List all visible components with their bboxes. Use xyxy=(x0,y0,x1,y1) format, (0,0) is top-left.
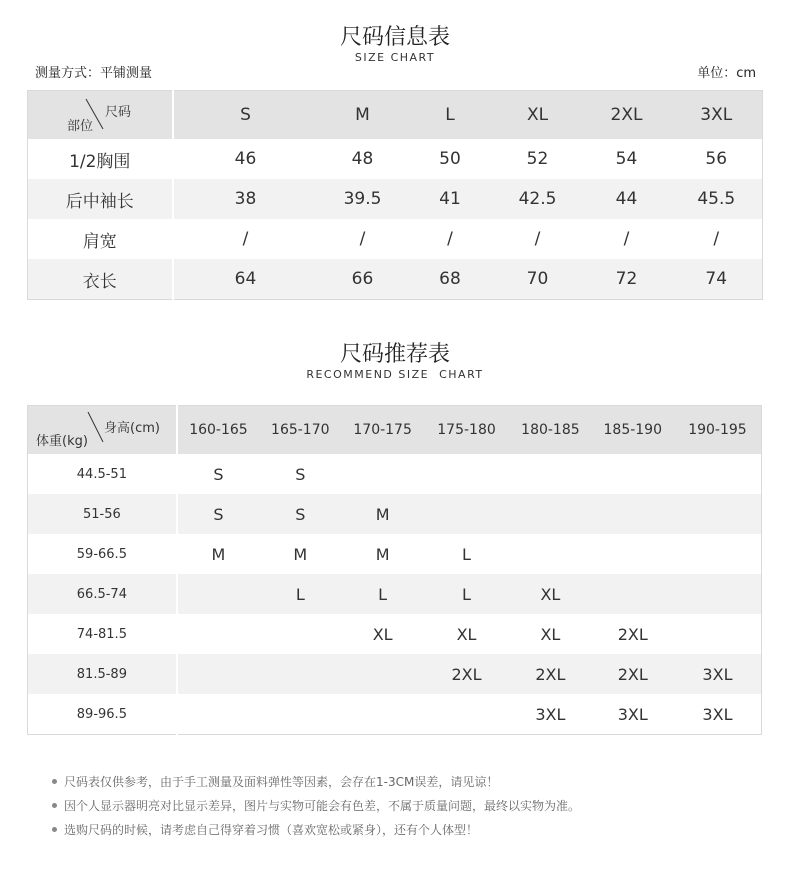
size-column-header: S xyxy=(173,91,318,140)
row-label: 1/2胸围 xyxy=(28,139,173,179)
table-cell: 3XL xyxy=(592,694,674,735)
table-cell xyxy=(177,614,259,654)
table-row xyxy=(28,694,762,735)
table-row xyxy=(28,454,762,494)
table-row xyxy=(28,614,762,654)
size-chart-header-row xyxy=(28,91,763,140)
table-cell: 56 xyxy=(671,139,763,179)
corner-bottom-label: 部位 xyxy=(67,119,94,134)
table-cell: 70 xyxy=(493,259,583,300)
bullet-icon xyxy=(52,779,57,784)
table-cell: M xyxy=(259,534,341,574)
table-cell: 74 xyxy=(671,259,763,300)
note-text: 选购尺码的时候，请考虑自己得穿着习惯（喜欢宽松或紧身），还有个人体型！ xyxy=(64,823,479,837)
size-chart-table xyxy=(27,90,763,300)
table-cell xyxy=(424,694,509,735)
table-row xyxy=(28,139,763,179)
height-column-header: 165-170 xyxy=(259,406,341,455)
table-cell xyxy=(341,694,423,735)
measure-method: 测量方式：平铺测量 xyxy=(35,66,153,81)
bullet-icon xyxy=(52,827,57,832)
table-cell xyxy=(674,574,762,614)
table-cell: / xyxy=(671,219,763,259)
note-item xyxy=(52,794,580,818)
table-row xyxy=(28,654,762,694)
table-cell xyxy=(259,694,341,735)
table-cell: 38 xyxy=(173,179,318,219)
height-column-header: 175-180 xyxy=(424,406,509,455)
corner-top-label: 身高(cm) xyxy=(104,421,160,436)
row-label: 后中袖长 xyxy=(28,179,173,219)
row-label: 51-56 xyxy=(28,494,177,534)
table-cell: / xyxy=(173,219,318,259)
row-label: 衣长 xyxy=(28,259,173,300)
table-cell: 66 xyxy=(318,259,408,300)
table-cell: / xyxy=(583,219,671,259)
size-column-header: L xyxy=(408,91,493,140)
table-cell: 3XL xyxy=(674,694,762,735)
size-column-header: 2XL xyxy=(583,91,671,140)
size-chart-corner-cell xyxy=(28,91,173,140)
row-label: 89-96.5 xyxy=(28,694,177,735)
table-cell: 2XL xyxy=(509,654,591,694)
table-cell xyxy=(592,574,674,614)
table-cell xyxy=(424,494,509,534)
table-cell xyxy=(674,494,762,534)
table-cell: 45.5 xyxy=(671,179,763,219)
table-row xyxy=(28,259,763,300)
table-cell: 68 xyxy=(408,259,493,300)
size-chart-subtitle: SIZE CHART xyxy=(354,51,436,64)
recommend-chart-header-row xyxy=(28,406,762,455)
table-cell xyxy=(177,694,259,735)
height-column-header: 160-165 xyxy=(177,406,259,455)
table-cell: 41 xyxy=(408,179,493,219)
table-cell: 64 xyxy=(173,259,318,300)
note-item xyxy=(52,770,580,794)
corner-top-label: 尺码 xyxy=(105,105,132,120)
table-cell: L xyxy=(424,574,509,614)
table-cell: 2XL xyxy=(592,614,674,654)
table-cell: S xyxy=(177,454,259,494)
row-label: 74-81.5 xyxy=(28,614,177,654)
table-cell: L xyxy=(341,574,423,614)
table-cell: 3XL xyxy=(509,694,591,735)
table-cell: XL xyxy=(424,614,509,654)
table-cell: 2XL xyxy=(592,654,674,694)
table-cell xyxy=(259,614,341,654)
height-column-header: 180-185 xyxy=(509,406,591,455)
table-cell: 48 xyxy=(318,139,408,179)
table-cell: 72 xyxy=(583,259,671,300)
bullet-icon xyxy=(52,803,57,808)
table-cell: XL xyxy=(509,574,591,614)
table-cell: 42.5 xyxy=(493,179,583,219)
table-cell: M xyxy=(341,534,423,574)
table-cell: / xyxy=(408,219,493,259)
table-cell xyxy=(177,574,259,614)
table-cell xyxy=(177,654,259,694)
table-row xyxy=(28,494,762,534)
table-cell: / xyxy=(318,219,408,259)
table-cell xyxy=(509,494,591,534)
table-cell xyxy=(259,654,341,694)
table-cell: / xyxy=(493,219,583,259)
diagonal-divider xyxy=(28,91,173,139)
table-cell: L xyxy=(259,574,341,614)
table-cell: 54 xyxy=(583,139,671,179)
recommend-chart-subtitle: RECOMMEND SIZE CHART xyxy=(306,368,484,381)
table-cell: XL xyxy=(509,614,591,654)
height-column-header: 190-195 xyxy=(674,406,762,455)
note-text: 因个人显示器明亮对比显示差异，图片与实物可能会有色差，不属于质量问题，最终以实物为准。 xyxy=(64,799,581,813)
notes-list xyxy=(52,770,580,842)
table-cell: 2XL xyxy=(424,654,509,694)
recommend-chart-title: 尺码推荐表 xyxy=(339,342,450,367)
corner-bottom-label: 体重(kg) xyxy=(36,434,88,449)
table-cell: 3XL xyxy=(674,654,762,694)
table-cell: M xyxy=(341,494,423,534)
table-cell: S xyxy=(259,454,341,494)
table-cell: 39.5 xyxy=(318,179,408,219)
table-cell xyxy=(341,454,423,494)
table-cell: L xyxy=(424,534,509,574)
table-cell xyxy=(341,654,423,694)
table-cell: 50 xyxy=(408,139,493,179)
table-cell xyxy=(509,454,591,494)
note-text: 尺码表仅供参考，由于手工测量及面料弹性等因素，会存在1-3CM误差，请见谅！ xyxy=(64,775,499,789)
table-cell xyxy=(674,614,762,654)
size-column-header: 3XL xyxy=(671,91,763,140)
row-label: 59-66.5 xyxy=(28,534,177,574)
table-cell: XL xyxy=(341,614,423,654)
recommend-chart-corner-cell xyxy=(28,406,177,455)
table-row xyxy=(28,574,762,614)
note-item xyxy=(52,818,580,842)
table-row xyxy=(28,179,763,219)
recommend-chart-table xyxy=(27,405,762,735)
table-cell xyxy=(592,454,674,494)
row-label: 44.5-51 xyxy=(28,454,177,494)
table-cell: 44 xyxy=(583,179,671,219)
row-label: 肩宽 xyxy=(28,219,173,259)
table-cell xyxy=(674,454,762,494)
height-column-header: 185-190 xyxy=(592,406,674,455)
table-cell xyxy=(592,534,674,574)
table-cell xyxy=(509,534,591,574)
table-cell: M xyxy=(177,534,259,574)
table-row xyxy=(28,534,762,574)
height-column-header: 170-175 xyxy=(341,406,423,455)
table-cell: 46 xyxy=(173,139,318,179)
table-cell xyxy=(674,534,762,574)
row-label: 81.5-89 xyxy=(28,654,177,694)
table-cell: S xyxy=(259,494,341,534)
unit-label: 单位：cm xyxy=(697,66,756,81)
table-cell: S xyxy=(177,494,259,534)
size-column-header: M xyxy=(318,91,408,140)
size-chart-title: 尺码信息表 xyxy=(339,25,450,50)
table-cell: 52 xyxy=(493,139,583,179)
table-cell xyxy=(592,494,674,534)
size-column-header: XL xyxy=(493,91,583,140)
row-label: 66.5-74 xyxy=(28,574,177,614)
table-cell xyxy=(424,454,509,494)
table-row xyxy=(28,219,763,259)
